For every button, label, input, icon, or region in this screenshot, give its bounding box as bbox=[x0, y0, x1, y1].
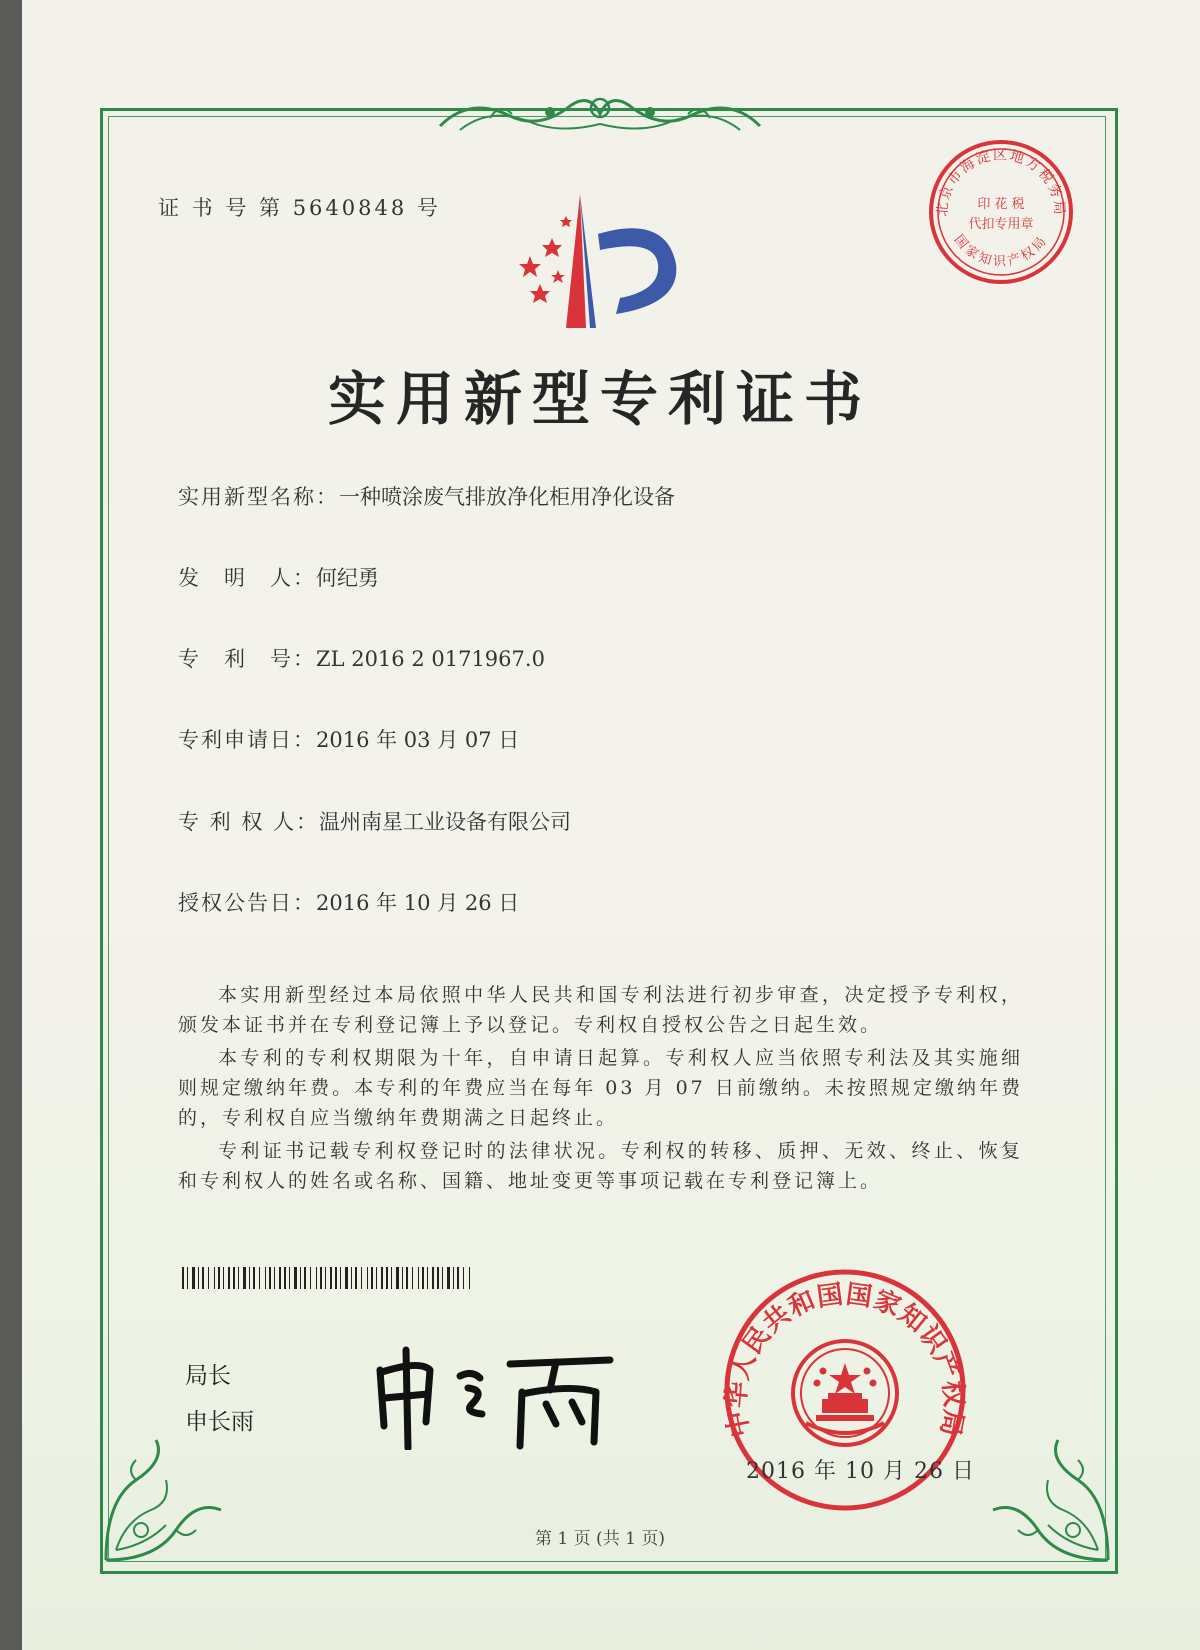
certificate-title: 实用新型专利证书 bbox=[327, 365, 872, 433]
director-signature bbox=[360, 1330, 620, 1450]
certificate-body bbox=[178, 980, 1023, 1199]
tax-seal bbox=[925, 136, 1077, 288]
barcode bbox=[182, 1267, 472, 1289]
director-name: 申长雨 bbox=[185, 1409, 254, 1435]
patent-office-logo bbox=[516, 194, 692, 328]
svg-text:代扣专用章: 代扣专用章 bbox=[968, 217, 1034, 232]
svg-text:印 花 税: 印 花 税 bbox=[977, 197, 1025, 212]
paragraph-grant: 本实用新型经过本局依照中华人民共和国专利法进行初步审查，决定授予专利权，颁发本证书并在专利登记簿上予以登记。专利权自授权公告之日起生效。 bbox=[178, 984, 1023, 1036]
svg-text:北京市海淀区地方税务局: 北京市海淀区地方税务局 bbox=[934, 147, 1068, 218]
field-application-date: 专利申请日：2016 年 03 月 07 日 bbox=[178, 728, 520, 752]
field-patentee: 专 利 权 人：温州南星工业设备有限公司 bbox=[178, 810, 572, 834]
page-number: 第 1 页 (共 1 页) bbox=[535, 1529, 665, 1549]
field-patent-number: 专 利 号：ZL 2016 2 0171967.0 bbox=[178, 647, 545, 671]
paragraph-legal-status: 专利证书记载专利权登记时的法律状况。专利权的转移、质押、无效、终止、恢复和专利权人的姓名或名称、国籍、地址变更等事项记载在专利登记簿上。 bbox=[178, 1140, 1023, 1192]
svg-text:中华人民共和国国家知识产权局: 中华人民共和国国家知识产权局 bbox=[721, 1279, 969, 1440]
national-emblem-icon bbox=[793, 1341, 897, 1445]
top-ornament bbox=[430, 86, 770, 140]
field-utility-model-name: 实用新型名称：一种喷涂废气排放净化柜用净化设备 bbox=[178, 485, 675, 509]
field-grant-date: 授权公告日：2016 年 10 月 26 日 bbox=[178, 891, 520, 915]
field-inventor: 发 明 人：何纪勇 bbox=[178, 566, 379, 590]
issue-date: 2016 年 10 月 26 日 bbox=[746, 1459, 975, 1484]
paragraph-term: 本专利的专利权期限为十年，自申请日起算。专利权人应当依照专利法及其实施细则规定缴纳年费。本专利的年费应当在每年 03 月 07 日前缴纳。未按照规定缴纳年费的，专利权自应当缴纳年费期满之日起终止。 bbox=[178, 1047, 1023, 1129]
svg-text:国家知识产权局: 国家知识产权局 bbox=[950, 232, 1052, 270]
director-title: 局长 bbox=[185, 1363, 231, 1389]
certificate-number: 证 书 号 第 5640848 号 bbox=[158, 196, 441, 220]
